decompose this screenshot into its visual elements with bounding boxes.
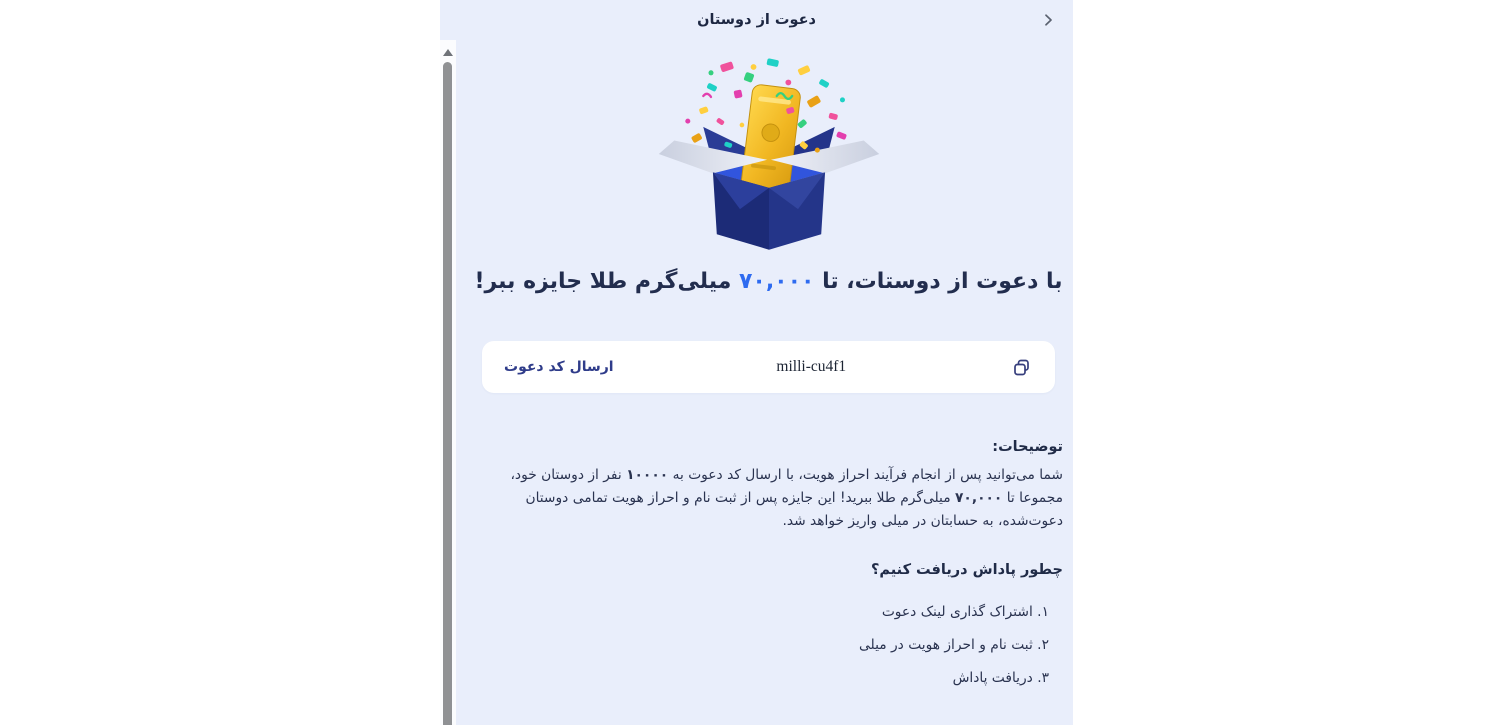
step-share-link: ۱. اشتراک گذاری لینک دعوت xyxy=(881,604,1049,620)
page-header xyxy=(440,0,1073,40)
page-content xyxy=(456,40,1073,725)
app-panel xyxy=(440,0,1073,725)
details-reward-amount: ۷۰,۰۰۰ xyxy=(954,490,1003,506)
details-text xyxy=(480,464,1063,533)
headline-part1: با دعوت از دوستات، تا xyxy=(814,269,1063,294)
page-title: دعوت از دوستان xyxy=(697,12,816,28)
details-title: توضیحات: xyxy=(992,439,1063,455)
step-receive-reward: ۳. دریافت پاداش xyxy=(952,670,1049,686)
scroll-container xyxy=(440,40,1073,725)
details-part2: نفر از دوستان خود، مجموعا تا xyxy=(510,467,1063,506)
how-to-title: چطور پاداش دریافت کنیم؟ xyxy=(870,562,1063,578)
scrollbar-thumb[interactable] xyxy=(443,62,452,725)
headline-amount: ۷۰,۰۰۰ xyxy=(738,269,815,294)
chevron-right-icon[interactable] xyxy=(1037,9,1059,31)
headline-part2: میلی‌گرم طلا جایزه ببر! xyxy=(474,269,739,294)
details-part1: شما می‌توانید پس از انجام فرآیند احراز هویت، با ارسال کد دعوت به xyxy=(668,467,1063,483)
invite-code-card xyxy=(482,341,1055,393)
scroll-up-icon[interactable] xyxy=(443,49,453,56)
vertical-scrollbar[interactable] xyxy=(440,40,456,725)
send-invite-code-button[interactable]: ارسال کد دعوت xyxy=(504,359,614,375)
details-part3: میلی‌گرم طلا ببرید! این جایزه پس از ثبت نام و احراز هویت تمامی دوستان دعوت‌شده، به حسابتان در میلی واریز خواهد شد. xyxy=(525,490,1063,529)
details-section xyxy=(480,439,1063,686)
headline xyxy=(472,269,1065,294)
details-invitee-count: ۱۰۰۰۰ xyxy=(626,467,669,483)
copy-icon[interactable] xyxy=(1009,355,1033,379)
steps-list xyxy=(480,604,1063,686)
gift-box-illustration xyxy=(653,56,885,252)
invite-code-value: milli-cu4f1 xyxy=(776,358,847,375)
step-register-kyc: ۲. ثبت نام و احراز هویت در میلی xyxy=(859,637,1049,653)
